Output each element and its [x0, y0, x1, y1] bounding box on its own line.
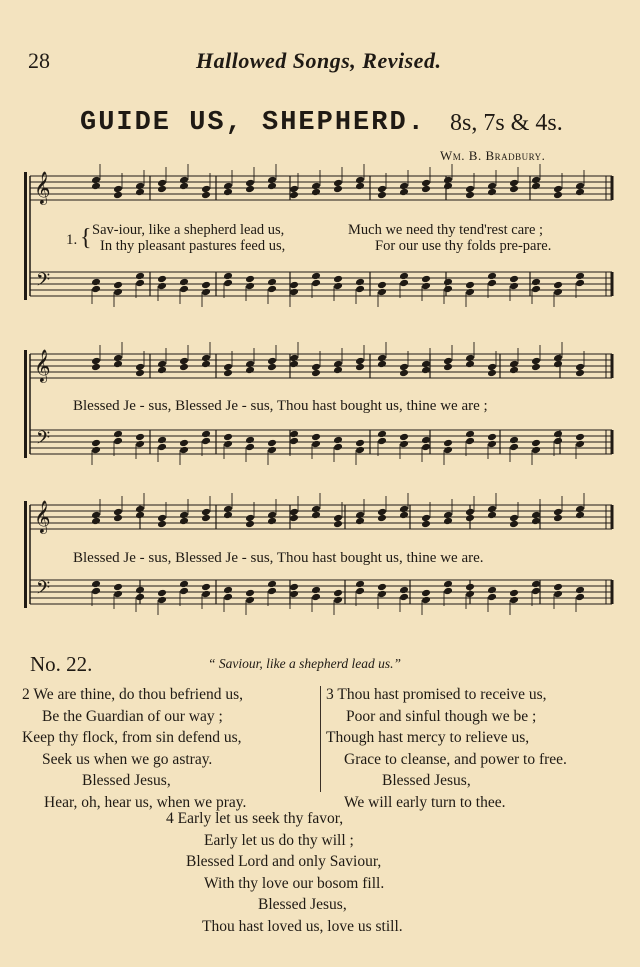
- note-head: [91, 587, 101, 596]
- stanza-line: 4 Early let us seek thy favor,: [166, 810, 344, 827]
- note-head: [509, 185, 519, 194]
- note-head: [509, 436, 519, 445]
- note-head: [465, 514, 475, 523]
- note-head: [245, 443, 255, 452]
- note-head: [487, 440, 497, 449]
- note-head: [465, 590, 475, 599]
- note-head: [377, 583, 387, 592]
- note-head: [575, 593, 585, 602]
- note-head: [157, 443, 167, 452]
- bass-clef: 𝄢: [36, 270, 51, 295]
- note-head: [311, 272, 321, 281]
- note-head: [311, 433, 321, 442]
- note-head: [465, 583, 475, 592]
- note-head: [113, 583, 123, 592]
- note-head: [311, 511, 321, 520]
- stanza-line: Grace to cleanse, and power to free.: [344, 750, 567, 768]
- lyric-line-1a: Sav-iour, like a shepherd lead us,: [92, 222, 285, 238]
- note-head: [443, 182, 453, 191]
- note-head: [333, 282, 343, 291]
- note-head: [443, 446, 453, 455]
- note-head: [311, 440, 321, 449]
- note-head: [443, 363, 453, 372]
- note-head: [487, 369, 497, 378]
- note-head: [91, 580, 101, 589]
- note-head: [157, 366, 167, 375]
- note-head: [135, 586, 145, 595]
- stanza-line: Hear, oh, hear us, when we pray.: [44, 793, 247, 811]
- note-head: [311, 593, 321, 602]
- note-head: [223, 440, 233, 449]
- note-head: [113, 288, 123, 297]
- note-head: [421, 520, 431, 529]
- note-head: [179, 363, 189, 372]
- note-head: [135, 188, 145, 197]
- note-head: [201, 590, 211, 599]
- bass-clef: 𝄢: [36, 578, 51, 603]
- treble-clef: 𝄞: [34, 171, 51, 204]
- note-head: [553, 514, 563, 523]
- note-head: [377, 590, 387, 599]
- note-head: [377, 281, 387, 290]
- verse-number: 1.: [66, 232, 78, 248]
- note-head: [245, 282, 255, 291]
- note-head: [91, 363, 101, 372]
- note-head: [377, 437, 387, 446]
- note-head: [399, 593, 409, 602]
- note-head: [575, 586, 585, 595]
- first-line-quote: “ Saviour, like a shepherd lead us.”: [208, 656, 401, 671]
- note-head: [333, 589, 343, 598]
- note-head: [223, 369, 233, 378]
- note-head: [575, 433, 585, 442]
- note-head: [531, 285, 541, 294]
- note-head: [531, 363, 541, 372]
- note-head: [443, 587, 453, 596]
- system-brace: [24, 350, 27, 458]
- note-head: [443, 580, 453, 589]
- stanza-3: [326, 684, 567, 813]
- note-head: [113, 437, 123, 446]
- note-head: [201, 288, 211, 297]
- note-head: [421, 589, 431, 598]
- note-head: [91, 439, 101, 448]
- note-head: [399, 272, 409, 281]
- note-head: [399, 433, 409, 442]
- note-head: [135, 272, 145, 281]
- hymn-number-heading: No. 22.: [30, 652, 93, 676]
- note-head: [333, 443, 343, 452]
- note-head: [377, 430, 387, 439]
- note-head: [157, 275, 167, 284]
- note-head: [377, 514, 387, 523]
- note-head: [399, 586, 409, 595]
- note-head: [245, 596, 255, 605]
- lyric-line-2b: For our use thy folds pre-pare.: [375, 238, 552, 254]
- note-head: [553, 360, 563, 369]
- note-head: [157, 589, 167, 598]
- composer-credit: Wm. B. Bradbury.: [440, 148, 546, 163]
- stanza-2: [22, 684, 246, 813]
- stanza-line: Keep thy flock, from sin defend us,: [22, 729, 242, 746]
- note-head: [157, 282, 167, 291]
- note-head: [179, 285, 189, 294]
- note-head: [399, 279, 409, 288]
- note-head: [465, 430, 475, 439]
- note-head: [267, 363, 277, 372]
- note-head: [509, 596, 519, 605]
- note-head: [135, 279, 145, 288]
- note-head: [91, 517, 101, 526]
- note-head: [113, 590, 123, 599]
- note-head: [531, 278, 541, 287]
- note-head: [465, 281, 475, 290]
- note-head: [157, 520, 167, 529]
- note-head: [509, 282, 519, 291]
- note-head: [311, 586, 321, 595]
- note-head: [377, 191, 387, 200]
- note-head: [135, 440, 145, 449]
- note-head: [553, 191, 563, 200]
- note-head: [179, 182, 189, 191]
- note-head: [553, 590, 563, 599]
- hymn-meter: 8s, 7s & 4s.: [450, 110, 563, 136]
- note-head: [135, 369, 145, 378]
- note-head: [179, 587, 189, 596]
- note-head: [179, 517, 189, 526]
- note-head: [553, 281, 563, 290]
- note-head: [267, 278, 277, 287]
- note-head: [421, 185, 431, 194]
- note-head: [201, 583, 211, 592]
- note-head: [135, 433, 145, 442]
- note-head: [201, 360, 211, 369]
- stanza-line: Seek us when we go astray.: [42, 750, 213, 768]
- stanza-line: Poor and sinful though we be ;: [346, 707, 537, 725]
- note-head: [531, 182, 541, 191]
- note-head: [113, 514, 123, 523]
- refrain-line-2: Blessed Je - sus, Blessed Je - sus, Thou hast bought us, thine we are.: [73, 550, 484, 566]
- stanza-line: Blessed Jesus,: [258, 896, 347, 913]
- note-head: [113, 360, 123, 369]
- stanza-line: Be the Guardian of our way ;: [42, 707, 223, 725]
- note-head: [223, 511, 233, 520]
- note-head: [201, 514, 211, 523]
- note-head: [267, 446, 277, 455]
- note-head: [179, 446, 189, 455]
- note-head: [553, 437, 563, 446]
- note-head: [157, 596, 167, 605]
- treble-clef: 𝄞: [34, 349, 51, 382]
- note-head: [443, 517, 453, 526]
- note-head: [465, 360, 475, 369]
- note-head: [135, 511, 145, 520]
- note-head: [245, 589, 255, 598]
- stanza-line: 2 We are thine, do thou befriend us,: [22, 686, 244, 703]
- note-head: [355, 580, 365, 589]
- note-head: [135, 593, 145, 602]
- note-head: [487, 511, 497, 520]
- note-head: [531, 446, 541, 455]
- note-head: [443, 278, 453, 287]
- note-head: [201, 430, 211, 439]
- note-head: [311, 279, 321, 288]
- note-head: [113, 430, 123, 439]
- note-head: [421, 282, 431, 291]
- note-head: [91, 285, 101, 294]
- note-head: [575, 272, 585, 281]
- note-head: [223, 433, 233, 442]
- note-head: [399, 188, 409, 197]
- verse-brace: {: [80, 225, 92, 251]
- note-head: [333, 366, 343, 375]
- note-head: [267, 587, 277, 596]
- refrain-line-1: Blessed Je - sus, Blessed Je - sus, Thou hast bought us, thine we are ;: [73, 398, 488, 414]
- stanza-line: Thou hast loved us, love us still.: [202, 917, 403, 935]
- note-head: [575, 511, 585, 520]
- note-head: [355, 182, 365, 191]
- stanza-line: With thy love our bosom fill.: [204, 874, 385, 892]
- note-head: [355, 517, 365, 526]
- note-head: [487, 586, 497, 595]
- note-head: [487, 279, 497, 288]
- note-head: [157, 436, 167, 445]
- note-head: [245, 436, 255, 445]
- note-head: [267, 285, 277, 294]
- note-head: [465, 437, 475, 446]
- note-head: [509, 275, 519, 284]
- running-title: Hallowed Songs, Revised.: [196, 48, 442, 73]
- stanza-line: We will early turn to thee.: [344, 793, 506, 811]
- stanza-line: Early let us do thy will ;: [204, 831, 354, 849]
- note-head: [575, 440, 585, 449]
- page-number: 28: [28, 48, 50, 73]
- note-head: [223, 593, 233, 602]
- note-head: [355, 446, 365, 455]
- note-head: [179, 439, 189, 448]
- note-head: [509, 520, 519, 529]
- note-head: [355, 587, 365, 596]
- note-head: [575, 279, 585, 288]
- note-head: [333, 436, 343, 445]
- note-head: [311, 369, 321, 378]
- note-head: [245, 520, 255, 529]
- note-head: [333, 185, 343, 194]
- system-brace: [24, 172, 27, 300]
- note-head: [91, 278, 101, 287]
- note-head: [245, 185, 255, 194]
- note-head: [553, 583, 563, 592]
- note-head: [223, 586, 233, 595]
- note-head: [267, 182, 277, 191]
- note-head: [421, 275, 431, 284]
- note-head: [355, 285, 365, 294]
- stanza-line: 3 Thou hast promised to receive us,: [326, 686, 547, 703]
- note-head: [179, 278, 189, 287]
- lyric-line-1b: Much we need thy tend'rest care ;: [348, 222, 544, 238]
- note-head: [399, 369, 409, 378]
- note-head: [421, 596, 431, 605]
- note-head: [377, 288, 387, 297]
- note-head: [267, 517, 277, 526]
- note-head: [333, 596, 343, 605]
- note-head: [223, 279, 233, 288]
- note-head: [443, 439, 453, 448]
- note-head: [377, 360, 387, 369]
- note-head: [553, 288, 563, 297]
- note-head: [223, 272, 233, 281]
- stanza-line: Blessed Jesus,: [382, 772, 471, 789]
- note-head: [509, 589, 519, 598]
- note-head: [487, 188, 497, 197]
- system-brace: [24, 501, 27, 608]
- note-head: [355, 439, 365, 448]
- note-head: [157, 185, 167, 194]
- stanza-line: Blessed Jesus,: [82, 772, 171, 789]
- note-head: [531, 439, 541, 448]
- bass-clef: 𝄢: [36, 428, 51, 453]
- treble-clef: 𝄞: [34, 500, 51, 533]
- note-head: [487, 433, 497, 442]
- note-head: [245, 275, 255, 284]
- note-head: [399, 511, 409, 520]
- column-divider: [320, 686, 321, 792]
- note-head: [509, 443, 519, 452]
- note-head: [553, 430, 563, 439]
- note-head: [465, 191, 475, 200]
- note-head: [245, 366, 255, 375]
- note-head: [91, 182, 101, 191]
- note-head: [509, 366, 519, 375]
- note-head: [355, 278, 365, 287]
- note-head: [201, 281, 211, 290]
- note-head: [333, 275, 343, 284]
- hymn-title: GUIDE US, SHEPHERD.: [80, 108, 426, 138]
- lyric-line-2a: In thy pleasant pastures feed us,: [100, 238, 286, 254]
- stanza-4: [166, 808, 403, 937]
- note-head: [443, 285, 453, 294]
- note-head: [465, 288, 475, 297]
- note-head: [113, 281, 123, 290]
- note-head: [201, 437, 211, 446]
- note-head: [399, 440, 409, 449]
- note-head: [223, 188, 233, 197]
- note-head: [311, 188, 321, 197]
- note-head: [575, 369, 585, 378]
- stanza-line: Though hast mercy to relieve us,: [326, 729, 530, 746]
- stanza-line: Blessed Lord and only Saviour,: [186, 853, 382, 870]
- note-head: [487, 593, 497, 602]
- note-head: [487, 272, 497, 281]
- note-head: [91, 446, 101, 455]
- note-head: [355, 363, 365, 372]
- note-head: [267, 439, 277, 448]
- note-head: [575, 188, 585, 197]
- note-head: [267, 580, 277, 589]
- note-head: [113, 191, 123, 200]
- note-head: [201, 191, 211, 200]
- note-head: [179, 580, 189, 589]
- note-head: [333, 520, 343, 529]
